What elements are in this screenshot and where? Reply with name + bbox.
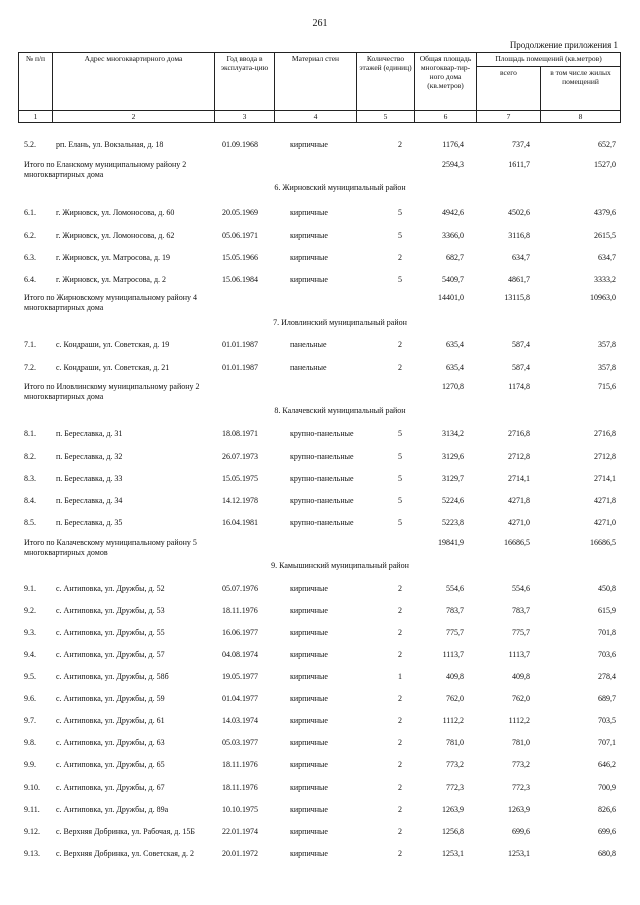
table-row [0, 474, 640, 486]
cell-a: 773,2 [446, 760, 464, 769]
cell-addr: п. Береславка, д. 33 [56, 474, 123, 483]
cell-a: 1176,4 [442, 140, 464, 149]
cell-n: 9.5. [24, 672, 36, 681]
cell-b: 699,6 [512, 827, 530, 836]
cell-n: 6.2. [24, 231, 36, 240]
cell-n: 9.9. [24, 760, 36, 769]
cell-c: 703,5 [598, 716, 616, 725]
cell-year: 20.05.1969 [222, 208, 258, 217]
table-row [0, 363, 640, 375]
section-heading: 8. Калачевский муниципальный район [274, 406, 406, 415]
page-number: 261 [312, 18, 328, 29]
cell-year: 22.01.1974 [222, 827, 258, 836]
cell-b: 1263,9 [508, 805, 530, 814]
cell-fl: 2 [398, 140, 402, 149]
cell-year: 05.07.1976 [222, 584, 258, 593]
cell-c: 634,7 [598, 253, 616, 262]
cell-c: 652,7 [598, 140, 616, 149]
header-address: Адрес многоквартирного дома [53, 53, 215, 111]
cell-b: 4271,0 [508, 518, 530, 527]
total-label: Итого по Калачевскому муниципальному району 5 многоквартирных домов [24, 538, 197, 557]
cell-year: 19.05.1977 [222, 672, 258, 681]
idx-6: 6 [415, 111, 477, 123]
cell-year: 10.10.1975 [222, 805, 258, 814]
cell-n: 8.1. [24, 429, 36, 438]
cell-c: 615,9 [598, 606, 616, 615]
cell-mat: кирпичные [290, 650, 328, 659]
cell-a: 4942,6 [442, 208, 464, 217]
table-row [0, 429, 640, 441]
cell-mat: крупно-панельные [290, 496, 354, 505]
cell-n: 7.1. [24, 340, 36, 349]
cell-fl: 2 [398, 716, 402, 725]
cell-a: 762,0 [446, 694, 464, 703]
cell-mat: кирпичные [290, 849, 328, 858]
cell-fl: 5 [398, 429, 402, 438]
cell-b: 587,4 [512, 340, 530, 349]
cell-fl: 2 [398, 760, 402, 769]
cell-a: 1112,2 [442, 716, 464, 725]
cell-year: 26.07.1973 [222, 452, 258, 461]
cell-fl: 2 [398, 606, 402, 615]
cell-c: 3333,2 [594, 275, 616, 284]
cell-year: 01.01.1987 [222, 340, 258, 349]
cell-mat: кирпичные [290, 253, 328, 262]
idx-4: 4 [275, 111, 357, 123]
cell-n: 9.11. [24, 805, 40, 814]
header-material: Материал стен [275, 53, 357, 111]
cell-n: 9.12. [24, 827, 40, 836]
cell-b: 2712,8 [508, 452, 530, 461]
cell-b: 1112,2 [508, 716, 530, 725]
table-row [0, 452, 640, 464]
cell-n: 9.13. [24, 849, 40, 858]
total-value-c: 1527,0 [594, 160, 616, 169]
cell-mat: кирпичные [290, 584, 328, 593]
cell-b: 3116,8 [508, 231, 530, 240]
cell-b: 2716,8 [508, 429, 530, 438]
cell-n: 9.8. [24, 738, 36, 747]
cell-a: 5223,8 [442, 518, 464, 527]
cell-year: 16.04.1981 [222, 518, 258, 527]
cell-year: 15.06.1984 [222, 275, 258, 284]
cell-fl: 2 [398, 584, 402, 593]
cell-mat: кирпичные [290, 231, 328, 240]
cell-fl: 2 [398, 628, 402, 637]
table-row [0, 253, 640, 265]
cell-n: 8.5. [24, 518, 36, 527]
cell-year: 18.11.1976 [222, 760, 258, 769]
table-row [0, 738, 640, 750]
cell-n: 6.1. [24, 208, 36, 217]
cell-a: 554,6 [446, 584, 464, 593]
cell-c: 689,7 [598, 694, 616, 703]
table-row [0, 275, 640, 287]
cell-mat: кирпичные [290, 805, 328, 814]
cell-mat: кирпичные [290, 628, 328, 637]
cell-a: 3129,6 [442, 452, 464, 461]
table-row [0, 805, 640, 817]
cell-mat: крупно-панельные [290, 518, 354, 527]
cell-year: 15.05.1966 [222, 253, 258, 262]
cell-a: 409,8 [446, 672, 464, 681]
header-floors: Количество этажей (единиц) [357, 53, 415, 111]
table-row [0, 606, 640, 618]
cell-c: 701,8 [598, 628, 616, 637]
cell-a: 3134,2 [442, 429, 464, 438]
cell-addr: с. Антиповка, ул. Дружбы, д. 61 [56, 716, 165, 725]
cell-fl: 2 [398, 363, 402, 372]
cell-n: 8.3. [24, 474, 36, 483]
header-total-area: Общая площадь многоквар-тир-ного дома (кв.метров) [415, 53, 477, 111]
cell-year: 01.09.1968 [222, 140, 258, 149]
cell-mat: кирпичные [290, 760, 328, 769]
section-heading: 9. Камышинский муниципальный район [271, 561, 409, 570]
cell-b: 775,7 [512, 628, 530, 637]
total-label: Итого по Жирновскому муниципальному району 4 многоквартирных дома [24, 293, 197, 312]
total-value-a: 14401,0 [438, 293, 464, 302]
header-year: Год ввода в эксплуата-цию [215, 53, 275, 111]
idx-2: 2 [53, 111, 215, 123]
cell-b: 587,4 [512, 363, 530, 372]
cell-mat: кирпичные [290, 208, 328, 217]
cell-b: 737,4 [512, 140, 530, 149]
cell-addr: г. Жирновск, ул. Матросова, д. 2 [56, 275, 167, 284]
cell-addr: п. Береславка, д. 34 [56, 496, 123, 505]
cell-year: 05.06.1971 [222, 231, 258, 240]
cell-c: 826,6 [598, 805, 616, 814]
table-row [0, 584, 640, 596]
cell-addr: с. Кондраши, ул. Советская, д. 19 [56, 340, 170, 349]
cell-a: 635,4 [446, 363, 464, 372]
cell-b: 781,0 [512, 738, 530, 747]
cell-addr: с. Антиповка, ул. Дружбы, д. 65 [56, 760, 165, 769]
table-row [0, 140, 640, 152]
cell-c: 680,8 [598, 849, 616, 858]
total-label: Итого по Еланскому муниципальному району 2 многоквартирных дома [24, 160, 187, 179]
cell-mat: кирпичные [290, 783, 328, 792]
cell-mat: кирпичные [290, 140, 328, 149]
cell-addr: с. Антиповка, ул. Дружбы, д. 63 [56, 738, 165, 747]
cell-addr: с. Кондраши, ул. Советская, д. 21 [56, 363, 170, 372]
cell-addr: с. Антиповка, ул. Дружбы, д. 89а [56, 805, 169, 814]
cell-fl: 5 [398, 518, 402, 527]
cell-mat: крупно-панельные [290, 474, 354, 483]
cell-n: 6.4. [24, 275, 36, 284]
cell-c: 700,9 [598, 783, 616, 792]
cell-year: 20.01.1972 [222, 849, 258, 858]
cell-fl: 5 [398, 474, 402, 483]
table-row [0, 760, 640, 772]
cell-mat: панельные [290, 340, 327, 349]
cell-n: 9.3. [24, 628, 36, 637]
total-value-c: 10963,0 [590, 293, 616, 302]
total-value-b: 1611,7 [508, 160, 530, 169]
cell-year: 18.11.1976 [222, 606, 258, 615]
cell-addr: п. Береславка, д. 35 [56, 518, 123, 527]
cell-a: 635,4 [446, 340, 464, 349]
total-value-c: 16686,5 [590, 538, 616, 547]
cell-n: 9.10. [24, 783, 40, 792]
cell-addr: п. Береславка, д. 32 [56, 452, 123, 461]
cell-b: 4861,7 [508, 275, 530, 284]
cell-a: 772,3 [446, 783, 464, 792]
table-header [18, 52, 621, 123]
cell-fl: 2 [398, 340, 402, 349]
cell-fl: 2 [398, 783, 402, 792]
table-row [0, 849, 640, 861]
cell-c: 4379,6 [594, 208, 616, 217]
table-row [0, 827, 640, 839]
cell-n: 5.2. [24, 140, 36, 149]
cell-b: 409,8 [512, 672, 530, 681]
total-label: Итого по Иловлинскому муниципальному району 2 многоквартирных дома [24, 382, 200, 401]
table-row [0, 208, 640, 220]
cell-addr: с. Антиповка, ул. Дружбы, д. 55 [56, 628, 165, 637]
cell-year: 01.04.1977 [222, 694, 258, 703]
total-value-a: 2594,3 [442, 160, 464, 169]
cell-mat: кирпичные [290, 738, 328, 747]
cell-mat: панельные [290, 363, 327, 372]
cell-a: 775,7 [446, 628, 464, 637]
cell-c: 2716,8 [594, 429, 616, 438]
header-all: всего [477, 67, 541, 111]
cell-b: 4271,8 [508, 496, 530, 505]
cell-b: 762,0 [512, 694, 530, 703]
table-row [0, 628, 640, 640]
cell-year: 15.05.1975 [222, 474, 258, 483]
cell-fl: 5 [398, 231, 402, 240]
cell-year: 05.03.1977 [222, 738, 258, 747]
section-heading: 6. Жирновский муниципальный район [274, 183, 406, 192]
cell-mat: крупно-панельные [290, 452, 354, 461]
cell-b: 1253,1 [508, 849, 530, 858]
cell-c: 4271,0 [594, 518, 616, 527]
idx-3: 3 [215, 111, 275, 123]
total-value-a: 19841,9 [438, 538, 464, 547]
cell-n: 8.2. [24, 452, 36, 461]
cell-year: 16.06.1977 [222, 628, 258, 637]
cell-n: 9.1. [24, 584, 36, 593]
cell-fl: 2 [398, 849, 402, 858]
cell-n: 9.7. [24, 716, 36, 725]
cell-a: 3129,7 [442, 474, 464, 483]
cell-year: 14.12.1978 [222, 496, 258, 505]
table-row [0, 672, 640, 684]
cell-mat: кирпичные [290, 827, 328, 836]
table-row [0, 496, 640, 508]
table-row [0, 783, 640, 795]
cell-a: 1113,7 [442, 650, 464, 659]
cell-addr: п. Береславка, д. 31 [56, 429, 123, 438]
table-row [0, 694, 640, 706]
cell-b: 2714,1 [508, 474, 530, 483]
cell-n: 8.4. [24, 496, 36, 505]
cell-mat: кирпичные [290, 606, 328, 615]
header-residential: в том числе жилых помещений [541, 67, 621, 111]
cell-a: 781,0 [446, 738, 464, 747]
idx-1: 1 [19, 111, 53, 123]
continuation-label: Продолжение приложения 1 [509, 40, 618, 50]
cell-addr: с. Антиповка, ул. Дружбы, д. 52 [56, 584, 165, 593]
total-value-b: 1174,8 [508, 382, 530, 391]
idx-8: 8 [541, 111, 621, 123]
total-value-a: 1270,8 [442, 382, 464, 391]
cell-b: 634,7 [512, 253, 530, 262]
cell-b: 783,7 [512, 606, 530, 615]
cell-mat: кирпичные [290, 716, 328, 725]
header-premises: Площадь помещений (кв.метров) [477, 53, 621, 67]
cell-fl: 2 [398, 650, 402, 659]
cell-fl: 5 [398, 452, 402, 461]
cell-year: 14.03.1974 [222, 716, 258, 725]
cell-addr: с. Верхняя Добринка, ул. Рабочая, д. 15Б [56, 827, 195, 836]
cell-n: 6.3. [24, 253, 36, 262]
cell-mat: крупно-панельные [290, 429, 354, 438]
cell-fl: 2 [398, 694, 402, 703]
cell-fl: 2 [398, 827, 402, 836]
cell-b: 773,2 [512, 760, 530, 769]
cell-fl: 2 [398, 253, 402, 262]
cell-b: 4502,6 [508, 208, 530, 217]
cell-c: 2615,5 [594, 231, 616, 240]
table-row [0, 518, 640, 530]
idx-7: 7 [477, 111, 541, 123]
cell-c: 2712,8 [594, 452, 616, 461]
cell-fl: 5 [398, 496, 402, 505]
table-row [0, 340, 640, 352]
cell-addr: с. Антиповка, ул. Дружбы, д. 59 [56, 694, 165, 703]
cell-a: 682,7 [446, 253, 464, 262]
cell-c: 707,1 [598, 738, 616, 747]
cell-a: 5409,7 [442, 275, 464, 284]
cell-n: 9.2. [24, 606, 36, 615]
cell-a: 1253,1 [442, 849, 464, 858]
cell-year: 04.08.1974 [222, 650, 258, 659]
cell-fl: 2 [398, 738, 402, 747]
cell-c: 357,8 [598, 363, 616, 372]
table-row [0, 716, 640, 728]
cell-n: 7.2. [24, 363, 36, 372]
cell-b: 1113,7 [508, 650, 530, 659]
cell-addr: с. Антиповка, ул. Дружбы, д. 53 [56, 606, 165, 615]
cell-addr: г. Жирновск, ул. Матросова, д. 19 [56, 253, 171, 262]
cell-fl: 5 [398, 208, 402, 217]
cell-n: 9.4. [24, 650, 36, 659]
cell-a: 1263,9 [442, 805, 464, 814]
cell-year: 01.01.1987 [222, 363, 258, 372]
cell-fl: 5 [398, 275, 402, 284]
cell-c: 2714,1 [594, 474, 616, 483]
cell-c: 699,6 [598, 827, 616, 836]
cell-addr: г. Жирновск, ул. Ломоносова, д. 60 [56, 208, 175, 217]
cell-c: 450,8 [598, 584, 616, 593]
cell-c: 4271,8 [594, 496, 616, 505]
cell-fl: 1 [398, 672, 402, 681]
header-num: № п/п [19, 53, 53, 111]
cell-c: 703,6 [598, 650, 616, 659]
table-row [0, 650, 640, 662]
cell-addr: с. Антиповка, ул. Дружбы, д. 58б [56, 672, 169, 681]
cell-addr: г. Жирновск, ул. Ломоносова, д. 62 [56, 231, 175, 240]
cell-mat: кирпичные [290, 672, 328, 681]
idx-5: 5 [357, 111, 415, 123]
total-value-c: 715,6 [598, 382, 616, 391]
table-row [0, 231, 640, 243]
cell-b: 554,6 [512, 584, 530, 593]
cell-addr: с. Верхняя Добринка, ул. Советская, д. 2 [56, 849, 194, 858]
section-heading: 7. Иловлинский муниципальный район [273, 318, 407, 327]
cell-c: 278,4 [598, 672, 616, 681]
cell-addr: рп. Елань, ул. Вокзальная, д. 18 [56, 140, 164, 149]
cell-a: 1256,8 [442, 827, 464, 836]
cell-fl: 2 [398, 805, 402, 814]
cell-year: 18.08.1971 [222, 429, 258, 438]
cell-b: 772,3 [512, 783, 530, 792]
cell-addr: с. Антиповка, ул. Дружбы, д. 67 [56, 783, 165, 792]
cell-year: 18.11.1976 [222, 783, 258, 792]
cell-mat: кирпичные [290, 275, 328, 284]
total-value-b: 16686,5 [504, 538, 530, 547]
cell-c: 357,8 [598, 340, 616, 349]
cell-a: 5224,6 [442, 496, 464, 505]
cell-mat: кирпичные [290, 694, 328, 703]
total-value-b: 13115,8 [504, 293, 530, 302]
cell-c: 646,2 [598, 760, 616, 769]
cell-addr: с. Антиповка, ул. Дружбы, д. 57 [56, 650, 165, 659]
cell-a: 783,7 [446, 606, 464, 615]
cell-n: 9.6. [24, 694, 36, 703]
cell-a: 3366,0 [442, 231, 464, 240]
